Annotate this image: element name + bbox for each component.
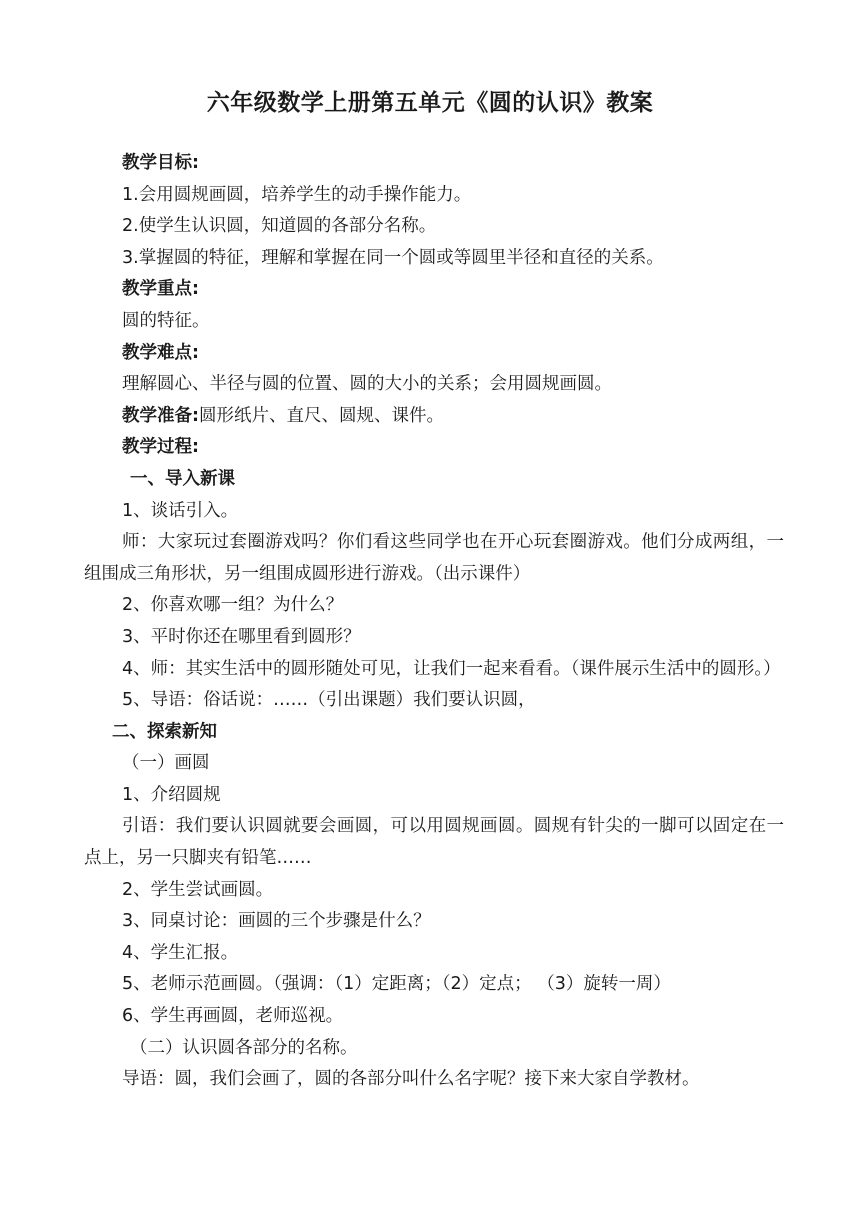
objective-item: 3.掌握圆的特征，理解和掌握在同一个圆或等圆里半径和直径的关系。 bbox=[122, 247, 664, 268]
document-body bbox=[84, 148, 784, 1096]
list-item: 5、导语：俗话说：……（引出课题）我们要认识圆， bbox=[122, 690, 536, 711]
list-item: 1、介绍圆规 bbox=[122, 784, 221, 805]
key-point-text: 圆的特征。 bbox=[122, 310, 210, 331]
list-item: 2、你喜欢哪一组？为什么？ bbox=[122, 595, 344, 616]
list-item: 1、谈话引入。 bbox=[122, 500, 239, 521]
preparation-heading: 教学准备: bbox=[122, 405, 199, 426]
process-heading: 教学过程: bbox=[122, 437, 199, 458]
list-item: 6、学生再画圆，老师巡视。 bbox=[122, 1006, 344, 1027]
list-item: 4、师：其实生活中的圆形随处可见，让我们一起来看看。（课件展示生活中的圆形。） bbox=[122, 658, 781, 679]
preparation-text: 圆形纸片、直尺、圆规、课件。 bbox=[199, 405, 444, 426]
list-item: 3、同桌讨论：画圆的三个步骤是什么？ bbox=[122, 911, 431, 932]
subsection-title: （一）画圆 bbox=[122, 753, 210, 774]
list-item: 2、学生尝试画圆。 bbox=[122, 879, 274, 900]
list-item: 导语：圆，我们会画了，圆的各部分叫什么名字呢？接下来大家自学教材。 bbox=[122, 1069, 700, 1090]
objective-item: 2.使学生认识圆，知道圆的各部分名称。 bbox=[122, 216, 437, 237]
list-item: 4、学生汇报。 bbox=[122, 942, 239, 963]
section-title: 二、探索新知 bbox=[112, 721, 217, 742]
list-item: 5、老师示范画圆。（强调：（1）定距离；（2）定点； （3）旋转一周） bbox=[122, 974, 671, 995]
key-point-heading: 教学重点: bbox=[122, 279, 199, 300]
list-item: 师：大家玩过套圈游戏吗？你们看这些同学也在开心玩套圈游戏。他们分成两组，一组围成三角形状，另一组围成圆形进行游戏。（出示课件） bbox=[84, 532, 784, 584]
list-item: 3、平时你还在哪里看到圆形？ bbox=[122, 626, 361, 647]
subsection-title: （二）认识圆各部分的名称。 bbox=[130, 1037, 358, 1058]
document-title: 六年级数学上册第五单元《圆的认识》教案 bbox=[206, 90, 654, 116]
section-title: 一、导入新课 bbox=[130, 468, 235, 489]
objectives-heading: 教学目标: bbox=[122, 153, 199, 173]
objective-item: 1.会用圆规画圆，培养学生的动手操作能力。 bbox=[122, 184, 472, 205]
difficulty-heading: 教学难点: bbox=[122, 342, 199, 363]
preparation-line bbox=[84, 401, 784, 433]
difficulty-text: 理解圆心、半径与圆的位置、圆的大小的关系；会用圆规画圆。 bbox=[122, 374, 612, 395]
list-item: 引语：我们要认识圆就要会画圆，可以用圆规画圆。圆规有针尖的一脚可以固定在一点上，另一只脚夹有铅笔…… bbox=[84, 816, 784, 869]
